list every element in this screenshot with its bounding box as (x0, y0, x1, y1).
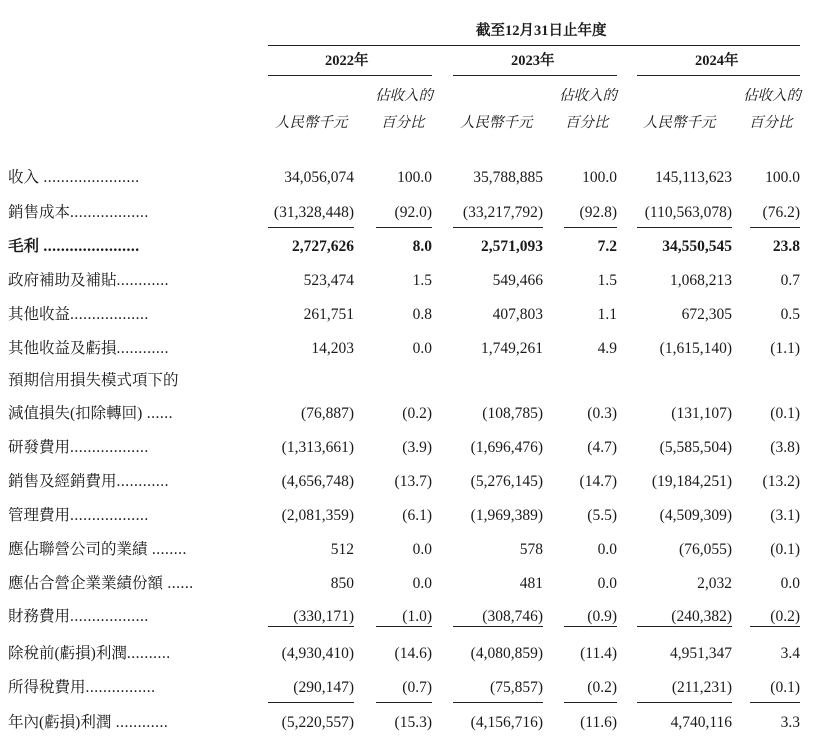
table-cell: (4,930,410) (281, 645, 354, 662)
row-label-text: 研發費用 (8, 439, 71, 456)
table-cell: 2,571,093 (481, 238, 543, 255)
leader-dots: ...................... (39, 169, 140, 186)
table-cell: 4.9 (597, 340, 617, 357)
table-cell: (3.8) (770, 439, 800, 456)
rule-after-cogs-2024p (750, 227, 800, 228)
row-label-text: 財務費用 (8, 608, 71, 625)
leader-dots: ............ (111, 714, 169, 731)
row-label-text: 銷售成本 (8, 204, 71, 221)
table-cell: (14.6) (394, 645, 432, 662)
leader-dots: .......... (126, 645, 171, 662)
row-label (8, 713, 168, 733)
rule-after-cogs-2023p (564, 227, 617, 228)
row-label-text: 銷售及經銷費用 (8, 473, 117, 490)
table-cell: 0.0 (597, 575, 617, 592)
rule-after-tax-2023p (564, 702, 617, 703)
rule-after-tax-2024a (637, 702, 732, 703)
table-cell: 672,305 (681, 306, 732, 323)
rule-after-finance-2023a (453, 626, 543, 627)
table-cell: 0.0 (412, 541, 432, 558)
table-cell: 1,068,213 (670, 272, 732, 289)
table-cell: (2,081,359) (281, 507, 354, 524)
year-2022-rule (268, 75, 432, 76)
table-cell: (4,656,748) (281, 473, 354, 490)
table-cell: (0.9) (587, 608, 617, 625)
table-cell: (5,220,557) (281, 714, 354, 731)
table-cell: (211,231) (671, 679, 732, 696)
table-cell: (1,696,476) (470, 439, 543, 456)
table-cell: 0.0 (780, 575, 800, 592)
row-label-text: 預期信用損失模式項下的 (8, 372, 179, 389)
table-cell: (92.8) (579, 204, 617, 221)
table-cell: (4,509,309) (659, 507, 732, 524)
table-cell: (5.5) (587, 507, 617, 524)
table-cell: (0.2) (587, 679, 617, 696)
table-cell: 512 (330, 541, 354, 558)
table-cell: (110,563,078) (644, 204, 732, 221)
rule-after-finance-2022a (268, 626, 354, 627)
year-2023-header: 2023年 (511, 53, 555, 69)
table-cell: 3.3 (780, 714, 800, 731)
row-label-text: 政府補助及補貼 (8, 272, 117, 289)
rule-after-cogs-2022p (376, 227, 432, 228)
table-cell: (1,615,140) (659, 340, 732, 357)
unit-pct-2023-l2: 百分比 (565, 115, 609, 131)
table-cell: 0.7 (780, 272, 800, 289)
leader-dots: .................. (70, 204, 149, 221)
leader-dots: .................. (70, 439, 149, 456)
row-label-text: 除稅前(虧損)利潤 (8, 645, 127, 662)
table-cell: 2,727,626 (292, 238, 354, 255)
unit-amount-2023: 人民幣千元 (460, 115, 533, 131)
year-2022-header: 2022年 (325, 53, 369, 69)
table-cell: (11.6) (580, 714, 617, 731)
table-cell: 100.0 (765, 169, 800, 186)
row-label (8, 540, 187, 560)
table-cell: 481 (519, 575, 543, 592)
leader-dots: ...... (142, 405, 173, 422)
table-cell: 4,951,347 (670, 645, 732, 662)
table-cell: 35,788,885 (473, 169, 543, 186)
table-cell: 100.0 (397, 169, 432, 186)
period-title: 截至12月31日止年度 (476, 23, 607, 39)
table-cell: 2,032 (697, 575, 732, 592)
leader-dots: ............ (116, 473, 170, 490)
table-cell: (108,785) (482, 405, 543, 422)
table-cell: (308,746) (482, 608, 543, 625)
table-cell: (11.4) (580, 645, 617, 662)
table-cell: (0.7) (402, 679, 432, 696)
table-cell: 1.1 (597, 306, 617, 323)
table-cell: (92.0) (394, 204, 432, 221)
rule-after-tax-2023a (453, 702, 543, 703)
table-cell: (33,217,792) (462, 204, 543, 221)
table-cell: 14,203 (311, 340, 354, 357)
rule-after-cogs-2022a (268, 227, 354, 228)
table-cell: (0.1) (770, 679, 800, 696)
table-cell: (4.7) (587, 439, 617, 456)
table-cell: (1,969,389) (470, 507, 543, 524)
table-cell: (75,857) (490, 679, 543, 696)
table-cell: (1.0) (402, 608, 432, 625)
rule-after-tax-2024p (750, 702, 800, 703)
row-label-text: 年內(虧損)利潤 (8, 714, 112, 731)
table-cell: 1.5 (412, 272, 432, 289)
table-cell: (4,080,859) (470, 645, 543, 662)
table-cell: 23.8 (772, 238, 800, 255)
table-cell: (31,328,448) (273, 204, 354, 221)
table-cell: (19,184,251) (651, 473, 732, 490)
table-cell: 578 (519, 541, 543, 558)
row-label (8, 168, 140, 188)
table-cell: 8.0 (412, 238, 432, 255)
row-label (8, 644, 171, 664)
table-cell: 261,751 (303, 306, 354, 323)
table-cell: 0.0 (412, 575, 432, 592)
unit-amount-2022: 人民幣千元 (275, 115, 348, 131)
leader-dots: ...... (163, 575, 194, 592)
rule-after-cogs-2024a (637, 227, 732, 228)
table-cell: 34,056,074 (284, 169, 354, 186)
row-label (8, 607, 149, 627)
unit-pct-2023-l1: 佔收入的 (559, 88, 617, 104)
row-label (8, 305, 149, 325)
table-cell: 34,550,545 (662, 238, 732, 255)
year-2024-header: 2024年 (695, 53, 739, 69)
leader-dots: ............ (116, 272, 170, 289)
table-cell: (76,887) (301, 405, 354, 422)
row-label (8, 339, 169, 359)
table-cell: (15.3) (394, 714, 432, 731)
unit-amount-2024: 人民幣千元 (643, 115, 716, 131)
rule-after-tax-2022a (268, 702, 354, 703)
row-label (8, 404, 173, 424)
table-cell: (290,147) (293, 679, 354, 696)
leader-dots: .................. (70, 306, 149, 323)
table-cell: 0.0 (412, 340, 432, 357)
table-cell: 7.2 (597, 238, 617, 255)
table-cell: (0.2) (770, 608, 800, 625)
unit-pct-2024-l1: 佔收入的 (743, 88, 801, 104)
table-cell: 523,474 (303, 272, 354, 289)
row-label-text: 其他收益 (8, 306, 71, 323)
table-cell: (4,156,716) (470, 714, 543, 731)
row-label-text: 管理費用 (8, 507, 71, 524)
table-cell: 1.5 (597, 272, 617, 289)
table-cell: (0.3) (587, 405, 617, 422)
table-cell: (0.2) (402, 405, 432, 422)
table-cell: (3.1) (770, 507, 800, 524)
rule-after-tax-2022p (376, 702, 432, 703)
table-cell: (3.9) (402, 439, 432, 456)
table-cell: 145,113,623 (655, 169, 732, 186)
row-label (8, 271, 169, 291)
unit-pct-2022-l2: 百分比 (381, 115, 425, 131)
row-label (8, 678, 156, 698)
unit-pct-2024-l2: 百分比 (749, 115, 793, 131)
table-cell: 1,749,261 (481, 340, 543, 357)
table-cell: (330,171) (293, 608, 354, 625)
row-label (8, 574, 194, 594)
row-label (8, 371, 179, 391)
row-label-text: 所得稅費用 (8, 679, 86, 696)
unit-pct-2022-l1: 佔收入的 (375, 88, 433, 104)
table-cell: (13.7) (394, 473, 432, 490)
table-cell: (13.2) (762, 473, 800, 490)
row-label-text: 減值損失(扣除轉回) (8, 405, 143, 422)
table-cell: (0.1) (770, 541, 800, 558)
table-cell: 3.4 (780, 645, 800, 662)
year-2024-rule (637, 75, 800, 76)
table-cell: (240,382) (671, 608, 732, 625)
table-cell: (5,585,504) (659, 439, 732, 456)
table-cell: 100.0 (582, 169, 617, 186)
table-cell: 407,803 (492, 306, 543, 323)
row-label (8, 203, 149, 223)
table-cell: (6.1) (402, 507, 432, 524)
leader-dots: ...................... (39, 238, 140, 255)
table-cell: 4,740,116 (670, 714, 732, 731)
row-label-text: 其他收益及虧損 (8, 340, 117, 357)
table-cell: (76.2) (762, 204, 800, 221)
table-cell: 0.5 (780, 306, 800, 323)
table-cell: (5,276,145) (470, 473, 543, 490)
table-cell: 850 (330, 575, 354, 592)
row-label (8, 472, 169, 492)
table-cell: (0.1) (770, 405, 800, 422)
leader-dots: ................ (85, 679, 156, 696)
table-cell: (131,107) (671, 405, 732, 422)
period-rule (268, 45, 800, 46)
table-cell: 0.8 (412, 306, 432, 323)
table-cell: 549,466 (492, 272, 543, 289)
row-label (8, 438, 149, 458)
leader-dots: ........ (147, 541, 187, 558)
leader-dots: ............ (116, 340, 170, 357)
row-label-text: 應佔合營企業業績份額 (8, 575, 164, 592)
table-cell: (1.1) (770, 340, 800, 357)
table-cell: 0.0 (597, 541, 617, 558)
table-cell: (14.7) (579, 473, 617, 490)
leader-dots: .................. (70, 608, 149, 625)
rule-after-cogs-2023a (453, 227, 543, 228)
rule-after-finance-2022p (376, 626, 432, 627)
year-2023-rule (453, 75, 617, 76)
table-cell: (1,313,661) (281, 439, 354, 456)
table-cell: (76,055) (679, 541, 732, 558)
leader-dots: .................. (70, 507, 149, 524)
row-label-text: 應佔聯營公司的業績 (8, 541, 148, 558)
rule-after-finance-2024p (750, 626, 800, 627)
rule-after-finance-2023p (564, 626, 617, 627)
row-label (8, 506, 149, 526)
row-label-text: 收入 (8, 169, 40, 186)
row-label (8, 237, 140, 257)
rule-after-finance-2024a (637, 626, 732, 627)
row-label-text: 毛利 (8, 238, 40, 255)
